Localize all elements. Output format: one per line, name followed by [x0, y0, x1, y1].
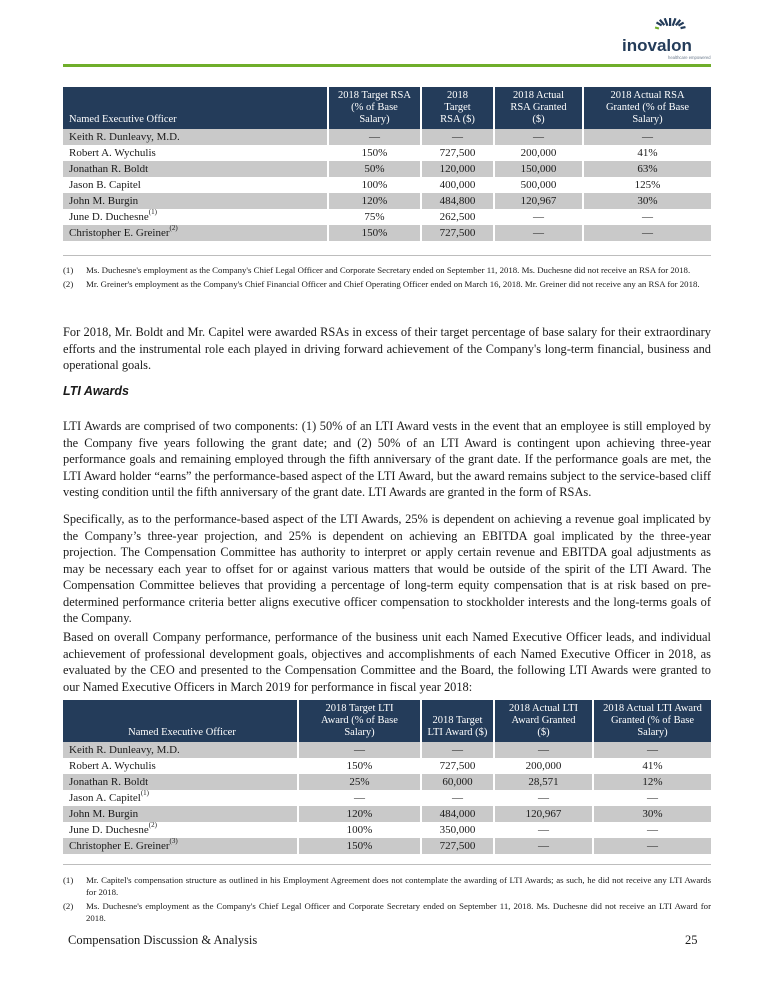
- cell: 125%: [583, 177, 711, 193]
- table-row: [63, 225, 711, 241]
- cell: 200,000: [494, 145, 583, 161]
- cell: 120%: [328, 193, 421, 209]
- cell: 727,500: [421, 838, 494, 854]
- brand-name: inovalon: [622, 36, 692, 55]
- cell: 41%: [583, 145, 711, 161]
- cell: 727,500: [421, 145, 494, 161]
- cell: 727,500: [421, 225, 494, 241]
- cell: —: [583, 225, 711, 241]
- cell: 727,500: [421, 758, 494, 774]
- paragraph-lti-performance: Specifically, as to the performance-based aspect of the LTI Awards, 25% is dependent on achieving a revenue goal implicated by the Company’s three-year projection, and 25% is dependent on achieving an EBITDA goal implicated by the three-year projection. The Compensation Committee has authority to interpret or apply certain revenue and EBITDA goal adjustments as may be necessary each year to offset for or against various matters that would be outside of the spirit of the LTI Award. The Compensation Committee believes that providing a percentage of long-term equity compensation that is at risk based on pre-determined performance criteria better aligns executive officer compensation to stockholder interests and the long-terms goals of the Company.: [63, 512, 711, 625]
- cell: —: [421, 129, 494, 145]
- cell: 120%: [298, 806, 421, 822]
- cell: —: [494, 209, 583, 225]
- officer-name: Keith R. Dunleavy, M.D.: [63, 742, 298, 758]
- cell: 150%: [298, 758, 421, 774]
- header-rule: [63, 64, 711, 67]
- cell: 500,000: [494, 177, 583, 193]
- table-row: [63, 758, 711, 774]
- table-row: [63, 822, 711, 838]
- paragraph-lti-components: LTI Awards are comprised of two components: (1) 50% of an LTI Award vests in the event that an employee is still employed by the Company five years following the grant date; and (2) 50% of an LTI Award is contingent upon achieving three-year performance goals and remaining employed through the fifth anniversary of the grant date. If the performance goals are met, the LTI Award holder “earns” the performance-based aspect of the LTI Award, but the award remains subject to the service-based cliff vesting condition until the fifth anniversary of the grant date. LTI Awards are granted in the form of RSAs.: [63, 419, 711, 499]
- cell: —: [421, 790, 494, 806]
- cell: —: [494, 822, 593, 838]
- cell: 484,800: [421, 193, 494, 209]
- cell: 30%: [593, 806, 711, 822]
- footnote: (1) Ms. Duchesne's employment as the Company's Chief Legal Officer and Corporate Secretary ended on September 11, 2018. Ms. Duchesne did not receive an RSA for 2018.: [63, 265, 691, 275]
- cell: —: [583, 209, 711, 225]
- officer-name: Robert A. Wychulis: [63, 758, 298, 774]
- cell: 150%: [298, 838, 421, 854]
- rsa-header-target-usd: 2018 Target RSA ($): [421, 87, 494, 129]
- cell: 41%: [593, 758, 711, 774]
- cell: —: [298, 742, 421, 758]
- table-row: [63, 209, 711, 225]
- cell: 150%: [328, 145, 421, 161]
- officer-name: Robert A. Wychulis: [63, 145, 328, 161]
- officer-name: Christopher E. Greiner$^{(2)}$: [63, 225, 328, 241]
- officer-name: Christopher E. Greiner$^{(3)}$: [63, 838, 298, 854]
- officer-name: Jason A. Capitel$^{(1)}$: [63, 790, 298, 806]
- lti-footnotes: [63, 874, 711, 926]
- cell: —: [494, 129, 583, 145]
- footnote: (1) Mr. Capitel's compensation structure as outlined in his Employment Agreement does not contemplate the awarding of LTI Awards; as such, he did not receive any LTI Awards for 2018.: [63, 875, 711, 897]
- cell: —: [593, 838, 711, 854]
- table-row: [63, 161, 711, 177]
- cell: —: [593, 790, 711, 806]
- lti-header-actual-pct: 2018 Actual LTI Award Granted (% of Base Salary): [593, 700, 711, 742]
- table-row: [63, 790, 711, 806]
- lti-table: [63, 700, 711, 854]
- cell: 262,500: [421, 209, 494, 225]
- cell: 12%: [593, 774, 711, 790]
- rsa-header-target-pct: 2018 Target RSA (% of Base Salary): [328, 87, 421, 129]
- rsa-table: [63, 87, 711, 241]
- table-row: [63, 145, 711, 161]
- table-row: [63, 742, 711, 758]
- cell: —: [593, 742, 711, 758]
- cell: 120,967: [494, 193, 583, 209]
- lti-header-actual-usd: 2018 Actual LTI Award Granted ($): [494, 700, 593, 742]
- cell: 63%: [583, 161, 711, 177]
- officer-name: Keith R. Dunleavy, M.D.: [63, 129, 328, 145]
- cell: 120,967: [494, 806, 593, 822]
- officer-name: John M. Burgin: [63, 193, 328, 209]
- footer-section-title: Compensation Discussion & Analysis: [68, 933, 258, 947]
- officer-name: Jonathan R. Boldt: [63, 161, 328, 177]
- cell: 75%: [328, 209, 421, 225]
- table-row: [63, 177, 711, 193]
- table-divider: [63, 864, 711, 865]
- cell: 25%: [298, 774, 421, 790]
- rsa-footnotes: [63, 264, 711, 292]
- paragraph-lti-granted: Based on overall Company performance, performance of the business unit each Named Executive Officer leads, and individual achievement of professional development goals, objectives and accomplishments of each Named Executive Officer in 2018, as evaluated by the CEO and presented to the Compensation Committee and the Board, the following LTI Awards were granted to our Named Executive Officers in March 2019 for performance in fiscal year 2018:: [63, 630, 711, 694]
- rsa-header-name: Named Executive Officer: [63, 87, 328, 129]
- cell: 100%: [298, 822, 421, 838]
- table-row: [63, 774, 711, 790]
- rsa-header-actual-usd: 2018 Actual RSA Granted ($): [494, 87, 583, 129]
- cell: 50%: [328, 161, 421, 177]
- cell: 400,000: [421, 177, 494, 193]
- brand-tagline: healthcare empowered: [668, 55, 711, 60]
- table-row: [63, 806, 711, 822]
- cell: —: [494, 838, 593, 854]
- rsa-header-actual-pct: 2018 Actual RSA Granted (% of Base Salary): [583, 87, 711, 129]
- cell: —: [593, 822, 711, 838]
- officer-name: Jonathan R. Boldt: [63, 774, 298, 790]
- cell: —: [583, 129, 711, 145]
- table-row: [63, 129, 711, 145]
- table-row: [63, 193, 711, 209]
- lti-header-target-pct: 2018 Target LTI Award (% of Base Salary): [298, 700, 421, 742]
- officer-name: June D. Duchesne$^{(1)}$: [63, 209, 328, 225]
- lti-header-name: Named Executive Officer: [63, 700, 298, 742]
- officer-name: June D. Duchesne$^{(2)}$: [63, 822, 298, 838]
- footnote: (2) Mr. Greiner's employment as the Company's Chief Financial Officer and Chief Operating Officer ended on March 16, 2018. Mr. Greiner did not receive any an RSA for 2018.: [63, 279, 700, 289]
- officer-name: John M. Burgin: [63, 806, 298, 822]
- table-row: [63, 838, 711, 854]
- cell: 484,000: [421, 806, 494, 822]
- inovalon-logo-mark: [620, 18, 712, 64]
- paragraph-rsa-excess: For 2018, Mr. Boldt and Mr. Capitel were awarded RSAs in excess of their target percentage of base salary for their extraordinary efforts and the instrumental role each played in driving forward achievement of the Company's long-term financial, business and operational goals.: [63, 325, 711, 372]
- cell: —: [421, 742, 494, 758]
- cell: 150,000: [494, 161, 583, 177]
- footnote: (2) Ms. Duchesne's employment as the Company's Chief Legal Officer and Corporate Secretary ended on September 11, 2018. Ms. Duchesne did not receive an LTI Award for 2018.: [63, 901, 711, 923]
- cell: —: [298, 790, 421, 806]
- cell: 28,571: [494, 774, 593, 790]
- lti-header-target-usd: 2018 Target LTI Award ($): [421, 700, 494, 742]
- cell: 200,000: [494, 758, 593, 774]
- inovalon-logo: [620, 18, 712, 64]
- cell: 120,000: [421, 161, 494, 177]
- cell: 150%: [328, 225, 421, 241]
- cell: 100%: [328, 177, 421, 193]
- cell: 30%: [583, 193, 711, 209]
- cell: —: [494, 742, 593, 758]
- table-divider: [63, 255, 711, 256]
- lti-heading: LTI Awards: [63, 384, 129, 398]
- cell: —: [328, 129, 421, 145]
- cell: 350,000: [421, 822, 494, 838]
- cell: 60,000: [421, 774, 494, 790]
- cell: —: [494, 225, 583, 241]
- cell: —: [494, 790, 593, 806]
- officer-name: Jason B. Capitel: [63, 177, 328, 193]
- page-number: 25: [685, 933, 698, 947]
